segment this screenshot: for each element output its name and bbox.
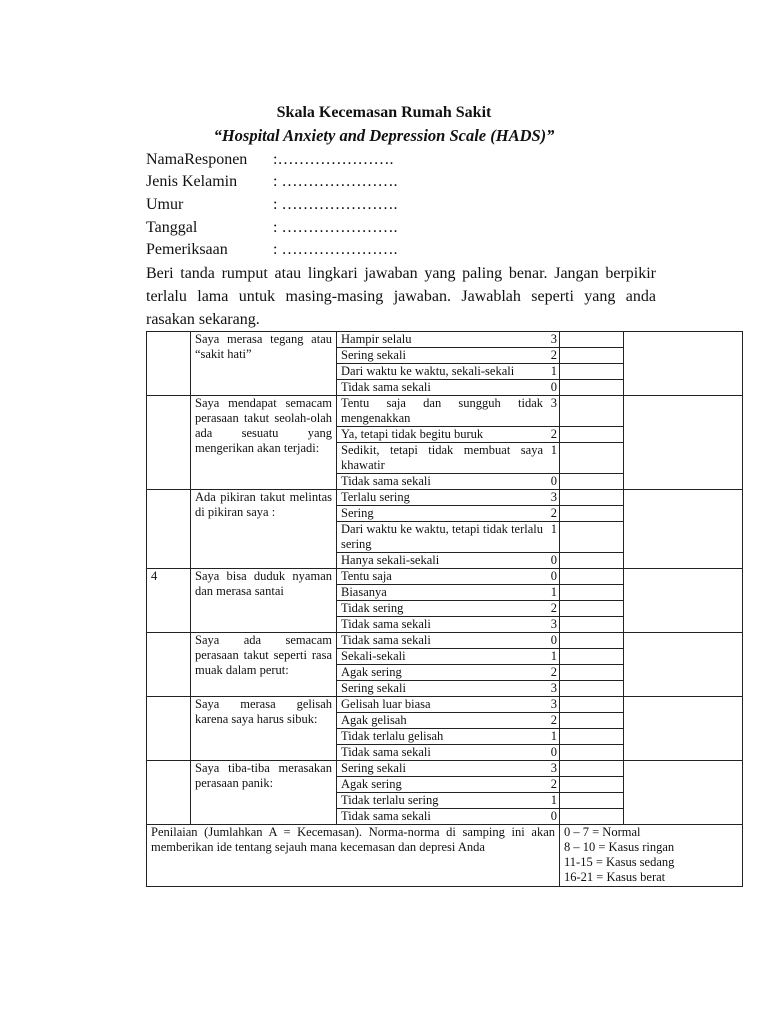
answer-option-score: 0 — [550, 809, 557, 823]
answer-option-label: Biasanya — [341, 585, 387, 599]
answer-option-label: Terlalu sering — [341, 490, 410, 504]
answer-option-label: Sering sekali — [341, 761, 406, 775]
answer-option[interactable] — [337, 681, 560, 697]
answer-option-score: 0 — [550, 745, 557, 759]
option-row — [147, 569, 743, 585]
answer-option-label: Tentu saja — [341, 569, 392, 583]
answer-option[interactable] — [337, 569, 560, 585]
answer-option[interactable] — [337, 697, 560, 713]
answer-option-label: Tidak sama sekali — [341, 474, 431, 488]
answer-option-label: Hanya sekali-sekali — [341, 553, 440, 567]
option-row — [147, 697, 743, 713]
option-row — [147, 490, 743, 506]
answer-option[interactable] — [337, 506, 560, 522]
question-text: Saya mendapat semacam perasaan takut seolah-olah ada sesuatu yang mengerikan akan terjadi: — [191, 396, 337, 490]
answer-option-score: 3 — [550, 332, 557, 346]
answer-option[interactable] — [337, 809, 560, 825]
answer-option[interactable] — [337, 474, 560, 490]
question-number — [147, 490, 191, 569]
answer-option-score: 3 — [550, 697, 557, 711]
answer-option-label: Gelisah luar biasa — [341, 697, 431, 711]
question-number — [147, 633, 191, 697]
answer-option-score: 2 — [550, 427, 557, 441]
answer-option-score: 1 — [550, 522, 557, 536]
answer-option-score: 2 — [550, 665, 557, 679]
answer-option-score: 2 — [550, 777, 557, 791]
answer-option-score: 3 — [550, 617, 557, 631]
answer-option-label: Sedikit, tetapi tidak membuat saya khawatir — [341, 443, 543, 472]
answer-option[interactable] — [337, 553, 560, 569]
norm-item: 8 – 10 = Kasus ringan — [564, 840, 675, 854]
question-text: Saya ada semacam perasaan takut seperti rasa muak dalam perut: — [191, 633, 337, 697]
field-value[interactable]: :…………………. — [273, 151, 394, 168]
answer-mark-cell[interactable] — [560, 601, 624, 617]
answer-option[interactable] — [337, 396, 560, 427]
answer-mark-cell[interactable] — [560, 474, 624, 490]
assessment-text: Penilaian (Jumlahkan A = Kecemasan). Norma-norma di samping ini akan memberikan ide tentang sejauh mana kecemasan dan depresi Anda — [147, 825, 560, 887]
norm-item: 11-15 = Kasus sedang — [564, 855, 675, 869]
option-row — [147, 633, 743, 649]
answer-option-score: 1 — [550, 585, 557, 599]
answer-mark-cell[interactable] — [560, 729, 624, 745]
answer-option-score: 0 — [550, 380, 557, 394]
answer-option-label: Agak sering — [341, 665, 402, 679]
answer-option[interactable] — [337, 777, 560, 793]
question-text: Ada pikiran takut melintas di pikiran saya : — [191, 490, 337, 569]
norms-list — [560, 825, 743, 887]
answer-mark-cell[interactable] — [560, 665, 624, 681]
answer-option[interactable] — [337, 443, 560, 474]
answer-option-score: 0 — [550, 474, 557, 488]
answer-option-score: 3 — [550, 761, 557, 775]
answer-option-label: Dari waktu ke waktu, tetapi tidak terlalu sering — [341, 522, 543, 551]
answer-option-score: 0 — [550, 553, 557, 567]
answer-option-label: Agak sering — [341, 777, 402, 791]
answer-option[interactable] — [337, 490, 560, 506]
answer-option-label: Dari waktu ke waktu, sekali-sekali — [341, 364, 515, 378]
answer-option-label: Hampir selalu — [341, 332, 412, 346]
answer-option-label: Tidak sama sekali — [341, 633, 431, 647]
answer-option-score: 1 — [550, 649, 557, 663]
answer-option-label: Tidak sama sekali — [341, 809, 431, 823]
question-number: 4 — [147, 569, 191, 633]
answer-mark-cell[interactable] — [560, 633, 624, 649]
answer-mark-cell[interactable] — [560, 348, 624, 364]
answer-mark-cell[interactable] — [560, 332, 624, 348]
answer-option[interactable] — [337, 729, 560, 745]
field-value[interactable]: : …………………. — [273, 241, 398, 258]
answer-option[interactable] — [337, 649, 560, 665]
answer-mark-cell[interactable] — [560, 443, 624, 474]
answer-option-label: Tidak sama sekali — [341, 745, 431, 759]
answer-option-score: 1 — [550, 443, 557, 457]
answer-mark-cell[interactable] — [560, 793, 624, 809]
answer-option-score: 2 — [550, 506, 557, 520]
answer-option-score: 2 — [550, 601, 557, 615]
field-label: Pemeriksaan — [146, 241, 228, 258]
answer-option[interactable] — [337, 585, 560, 601]
answer-option-label: Sering sekali — [341, 681, 406, 695]
answer-mark-cell[interactable] — [560, 380, 624, 396]
assessment-row — [147, 825, 743, 887]
answer-mark-cell[interactable] — [560, 761, 624, 777]
answer-option[interactable] — [337, 364, 560, 380]
answer-mark-cell[interactable] — [560, 745, 624, 761]
answer-mark-cell[interactable] — [560, 777, 624, 793]
answer-mark-cell[interactable] — [560, 427, 624, 443]
document-title: Skala Kecemasan Rumah Sakit — [276, 104, 492, 121]
answer-option-score: 2 — [550, 713, 557, 727]
option-row — [147, 761, 743, 777]
field-value[interactable]: : …………………. — [273, 196, 398, 213]
answer-option-score: 1 — [550, 793, 557, 807]
answer-option[interactable] — [337, 793, 560, 809]
answer-option-score: 1 — [550, 729, 557, 743]
answer-option-score: 3 — [550, 681, 557, 695]
answer-option-label: Sering — [341, 506, 374, 520]
option-row — [147, 332, 743, 348]
answer-option-label: Tidak terlalu sering — [341, 793, 439, 807]
question-text: Saya merasa tegang atau “sakit hati” — [191, 332, 337, 396]
answer-option-score: 0 — [550, 569, 557, 583]
answer-mark-cell[interactable] — [560, 809, 624, 825]
answer-option-label: Sering sekali — [341, 348, 406, 362]
question-score-cell[interactable] — [624, 569, 743, 633]
answer-mark-cell[interactable] — [560, 713, 624, 729]
answer-option-label: Tidak sama sekali — [341, 617, 431, 631]
answer-option-score: 0 — [550, 633, 557, 647]
answer-option-label: Tidak sama sekali — [341, 380, 431, 394]
answer-option-label: Sekali-sekali — [341, 649, 406, 663]
field-label: Jenis Kelamin — [146, 173, 238, 190]
field-label: Umur — [146, 196, 184, 213]
answer-option-score: 3 — [550, 490, 557, 504]
question-number — [147, 761, 191, 825]
question-score-cell[interactable] — [624, 490, 743, 569]
answer-option[interactable] — [337, 617, 560, 633]
answer-option[interactable] — [337, 761, 560, 777]
answer-option-score: 1 — [550, 364, 557, 378]
field-value[interactable]: : …………………. — [273, 219, 398, 236]
question-number — [147, 396, 191, 490]
answer-option-label: Tidak sering — [341, 601, 404, 615]
answer-mark-cell[interactable] — [560, 396, 624, 427]
answer-option[interactable] — [337, 745, 560, 761]
question-score-cell[interactable] — [624, 633, 743, 697]
answer-mark-cell[interactable] — [560, 364, 624, 380]
answer-option[interactable] — [337, 633, 560, 649]
answer-option[interactable] — [337, 601, 560, 617]
answer-option-score: 3 — [550, 396, 557, 410]
answer-option[interactable] — [337, 665, 560, 681]
answer-option[interactable] — [337, 522, 560, 553]
answer-mark-cell[interactable] — [560, 649, 624, 665]
question-number — [147, 332, 191, 396]
answer-mark-cell[interactable] — [560, 553, 624, 569]
question-text: Saya merasa gelisah karena saya harus sibuk: — [191, 697, 337, 761]
answer-option[interactable] — [337, 332, 560, 348]
hads-questionnaire-table — [146, 331, 743, 887]
answer-mark-cell[interactable] — [560, 681, 624, 697]
answer-option[interactable] — [337, 427, 560, 443]
field-value[interactable]: : …………………. — [273, 173, 398, 190]
field-label: NamaResponen — [146, 151, 248, 168]
answer-option-score: 2 — [550, 348, 557, 362]
document-subtitle: “Hospital Anxiety and Depression Scale (HADS)” — [213, 126, 555, 145]
answer-option-label: Tentu saja dan sungguh tidak mengenakkan — [341, 396, 543, 425]
answer-mark-cell[interactable] — [560, 617, 624, 633]
answer-mark-cell[interactable] — [560, 697, 624, 713]
answer-mark-cell[interactable] — [560, 490, 624, 506]
answer-option-label: Agak gelisah — [341, 713, 407, 727]
norm-item: 16-21 = Kasus berat — [564, 870, 666, 884]
question-score-cell[interactable] — [624, 396, 743, 490]
question-text: Saya tiba-tiba merasakan perasaan panik: — [191, 761, 337, 825]
option-row — [147, 396, 743, 427]
answer-mark-cell[interactable] — [560, 585, 624, 601]
question-text: Saya bisa duduk nyaman dan merasa santai — [191, 569, 337, 633]
instructions-text: Beri tanda rumput atau lingkari jawaban yang paling benar. Jangan berpikir terlalu lama untuk masing-masing jawaban. Jawablah seperti yang anda rasakan sekarang. — [146, 265, 656, 328]
question-score-cell[interactable] — [624, 332, 743, 396]
answer-option[interactable] — [337, 713, 560, 729]
norm-item: 0 – 7 = Normal — [564, 825, 641, 839]
field-label: Tanggal — [146, 219, 198, 236]
answer-option[interactable] — [337, 380, 560, 396]
answer-mark-cell[interactable] — [560, 506, 624, 522]
answer-mark-cell[interactable] — [560, 569, 624, 585]
question-score-cell[interactable] — [624, 697, 743, 761]
answer-option-label: Tidak terlalu gelisah — [341, 729, 444, 743]
answer-option-label: Ya, tetapi tidak begitu buruk — [341, 427, 484, 441]
answer-mark-cell[interactable] — [560, 522, 624, 553]
answer-option[interactable] — [337, 348, 560, 364]
question-number — [147, 697, 191, 761]
question-score-cell[interactable] — [624, 761, 743, 825]
